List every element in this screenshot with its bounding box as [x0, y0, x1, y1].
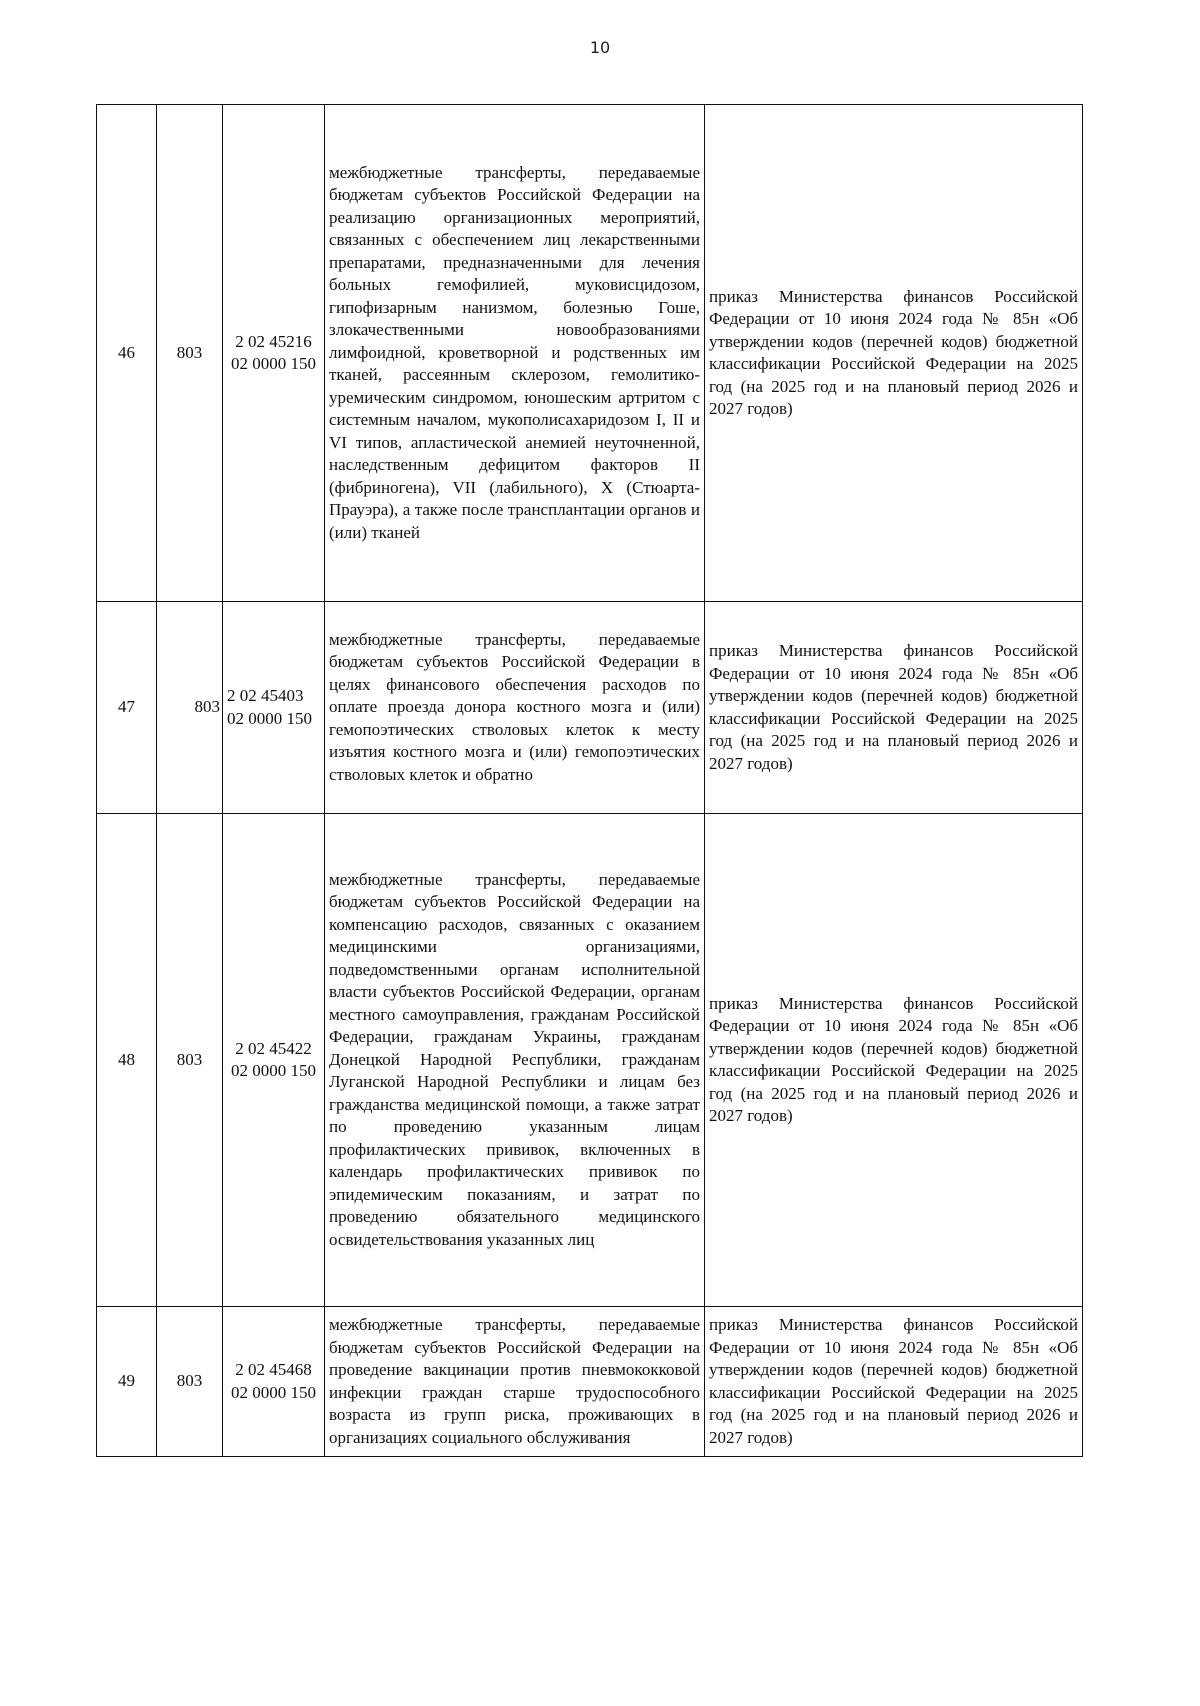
legal-basis: приказ Министерства финансов Российской Федерации от 10 июня 2024 года № 85н «Об утверждении кодов (перечней кодов) бюджетной классификации Российской Федерации на 2025 год (на 2025 год и на плановый период 2026 и 2027 годов) [705, 1307, 1083, 1457]
revenue-code [223, 602, 325, 814]
revenue-code [223, 1307, 325, 1457]
row-number: 47 [97, 602, 157, 814]
revenue-code-line1: 2 02 45468 [235, 1360, 312, 1379]
revenue-code-line2: 02 0000 150 [231, 1061, 316, 1080]
page-number: 10 [589, 38, 611, 57]
legal-basis: приказ Министерства финансов Российской Федерации от 10 июня 2024 года № 85н «Об утверждении кодов (перечней кодов) бюджетной классификации Российской Федерации на 2025 год (на 2025 год и на плановый период 2026 и 2027 годов) [705, 105, 1083, 602]
administrator-code: 803 [157, 105, 223, 602]
revenue-code-line2: 02 0000 150 [231, 354, 316, 373]
revenue-name: межбюджетные трансферты, передаваемые бюджетам субъектов Российской Федерации на компенсацию расходов, связанных с оказанием медицинскими организациями, подведомственными органам исполнительной власти субъектов Российской Федерации, органам местного самоуправления, гражданам Российской Федерации, гражданам Украины, гражданам Донецкой Народной Республики, гражданам Луганской Народной Республики и лицам без гражданства медицинской помощи, а также затрат по проведению указанным лицам профилактических прививок, включенных в календарь профилактических прививок по эпидемическим показаниям, и затрат по проведению обязательного медицинского освидетельствования указанных лиц [325, 814, 705, 1307]
table-row [97, 105, 1083, 602]
table-row [97, 1307, 1083, 1457]
table-row [97, 814, 1083, 1307]
row-number: 48 [97, 814, 157, 1307]
administrator-code: 803 [157, 602, 223, 814]
revenue-code [223, 105, 325, 602]
row-number: 49 [97, 1307, 157, 1457]
revenue-code-line1: 2 02 45216 [235, 331, 312, 351]
revenue-code-line1: 2 02 45403 [227, 686, 304, 705]
legal-basis: приказ Министерства финансов Российской Федерации от 10 июня 2024 года № 85н «Об утверждении кодов (перечней кодов) бюджетной классификации Российской Федерации на 2025 год (на 2025 год и на плановый период 2026 и 2027 годов) [705, 814, 1083, 1307]
revenue-code-line1: 2 02 45422 [235, 1038, 312, 1058]
revenue-code-line2: 02 0000 150 [227, 708, 312, 728]
revenue-name: межбюджетные трансферты, передаваемые бюджетам субъектов Российской Федерации на реализацию организационных мероприятий, связанных с обеспечением лиц лекарственными препаратами, предназначенными для лечения больных гемофилией, муковисцидозом, гипофизарным нанизмом, болезнью Гоше, злокачественными новообразованиями лимфоидной, кроветворной и родственных им тканей, рассеянным склерозом, гемолитико-уремическим синдромом, юношеским артритом с системным началом, мукополисахаридозом I, II и VI типов, апластической анемией неуточненной, наследственным дефицитом факторов II (фибриногена), VII (лабильного), X (Стюарта-Прауэра), а также после трансплантации органов и (или) тканей [325, 105, 705, 602]
row-number: 46 [97, 105, 157, 602]
revenue-code [223, 814, 325, 1307]
budget-classification-table [96, 104, 1083, 1457]
revenue-code-line2: 02 0000 150 [231, 1382, 316, 1402]
administrator-code: 803 [157, 1307, 223, 1457]
administrator-code: 803 [157, 814, 223, 1307]
revenue-name: межбюджетные трансферты, передаваемые бюджетам субъектов Российской Федерации в целях финансового обеспечения расходов по оплате проезда донора костного мозга и (или) гемопоэтических стволовых клеток к месту изъятия костного мозга и (или) гемопоэтических стволовых клеток и обратно [325, 602, 705, 814]
table-row [97, 602, 1083, 814]
legal-basis: приказ Министерства финансов Российской Федерации от 10 июня 2024 года № 85н «Об утверждении кодов (перечней кодов) бюджетной классификации Российской Федерации на 2025 год (на 2025 год и на плановый период 2026 и 2027 годов) [705, 602, 1083, 814]
revenue-name: межбюджетные трансферты, передаваемые бюджетам субъектов Российской Федерации на проведение вакцинации против пневмококковой инфекции граждан старше трудоспособного возраста из групп риска, проживающих в организациях социального обслуживания [325, 1307, 705, 1457]
